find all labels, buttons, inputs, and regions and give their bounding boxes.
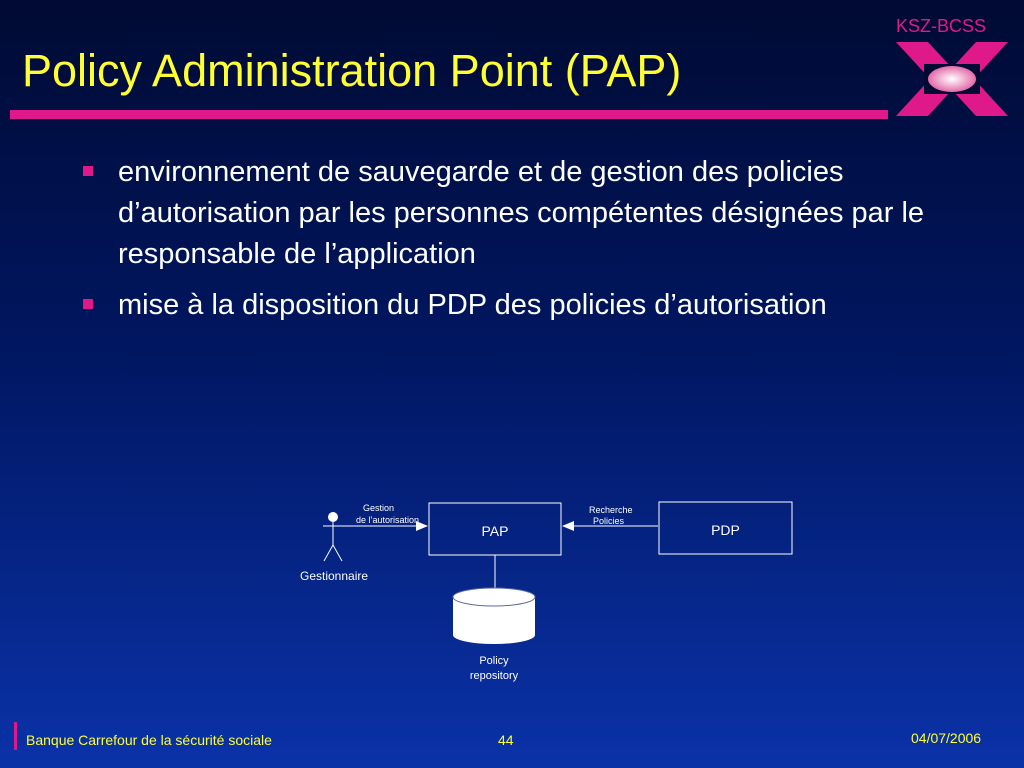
database-cylinder-icon	[453, 588, 535, 644]
gestion-label-line1: Gestion	[363, 503, 395, 513]
page-number: 44	[498, 732, 514, 748]
slide-title: Policy Administration Point (PAP)	[22, 45, 682, 96]
repository-label-line2: repository	[469, 670, 519, 682]
footer-organization: Banque Carrefour de la sécurité sociale	[26, 732, 272, 748]
recherche-label-line1: Recherche	[589, 505, 633, 515]
bullet-list	[80, 152, 980, 336]
bullet-text: mise à la disposition du PDP des policies d’autorisation	[118, 289, 827, 321]
actor-label: Gestionnaire	[300, 569, 369, 583]
ksz-bcss-logo-icon	[894, 40, 1010, 118]
bullet-square-icon	[83, 299, 93, 309]
gestion-label-line2: de l’autorisation	[356, 515, 420, 525]
recherche-label-line2: Policies	[593, 516, 625, 526]
brand-label: KSZ-BCSS	[896, 16, 987, 36]
title-underline	[10, 110, 888, 119]
repository-label-line1: Policy	[479, 655, 509, 667]
pap-label: PAP	[481, 523, 509, 539]
pdp-label: PDP	[711, 522, 740, 538]
bullet-square-icon	[83, 166, 93, 176]
pap-diagram	[290, 495, 810, 695]
bullet-item	[80, 152, 980, 275]
footer-date: 04/07/2006	[911, 730, 982, 746]
actor-figure-icon	[323, 513, 343, 562]
bullet-text: environnement de sauvegarde et de gestion des policies d’autorisation par les personnes compétentes désignées par le responsable de l’application	[118, 156, 925, 270]
bullet-item	[80, 285, 980, 326]
footer-accent-bar	[14, 722, 17, 750]
